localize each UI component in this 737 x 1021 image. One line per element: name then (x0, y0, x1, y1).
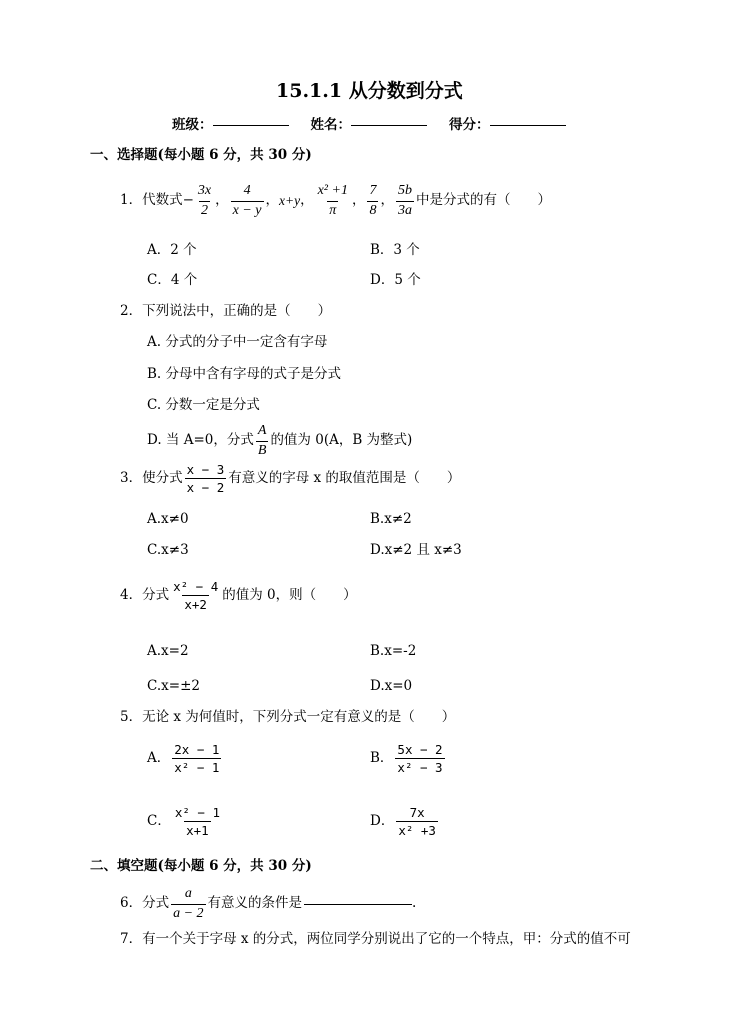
q4-fraction (171, 580, 220, 611)
name-label: 姓名： (310, 117, 351, 133)
q5-c-label: C． (147, 812, 171, 829)
q1-fraction-3 (316, 184, 350, 218)
q6-denominator: a − 2 (173, 905, 204, 921)
q6-fraction (171, 887, 205, 921)
q5-c-denominator: x+1 (186, 823, 209, 839)
q5-a-numerator: 2x − 1 (174, 742, 220, 757)
q1-sep: ， (265, 192, 279, 209)
q1-f5-denominator: 3a (397, 202, 412, 218)
q3-suffix: 有意义的字母 x 的取值范围是（ ） (228, 469, 461, 486)
q1-prefix: 1．代数式 (120, 192, 183, 209)
page-title: 15.1.1 从分数到分式 (276, 80, 463, 102)
q5-option-b[interactable] (370, 743, 447, 774)
q1-option-d[interactable]: D．5 个 (370, 272, 421, 288)
q5-b-fraction (395, 743, 444, 774)
score-label: 得分： (449, 117, 490, 133)
q5-c-numerator: x² − 1 (174, 805, 220, 820)
q1-neg-sign: − (182, 192, 194, 209)
q5-b-denominator: x² − 3 (397, 760, 443, 776)
q2-option-c[interactable]: C. 分数一定是分式 (147, 397, 260, 413)
q3-option-a[interactable]: A.x≠0 (147, 511, 189, 527)
q1-fraction-1 (196, 184, 213, 218)
q1-term: x+y (279, 193, 301, 209)
name-blank[interactable] (351, 125, 427, 126)
q6-end: . (412, 895, 417, 912)
q1-sep: ， (300, 192, 314, 209)
q6-suffix: 有意义的条件是 (207, 895, 303, 912)
q4-option-c[interactable]: C.x=±2 (147, 678, 200, 694)
q1-fraction-4 (367, 184, 378, 218)
q2-d-fraction (256, 424, 269, 458)
q2-d-denominator: B (257, 442, 267, 458)
q3-option-b[interactable]: B.x≠2 (370, 511, 412, 527)
q2-d-numerator: A (257, 423, 267, 438)
q4-denominator: x+2 (184, 597, 207, 613)
q5-c-fraction (173, 806, 222, 837)
q5-a-label: A． (147, 749, 171, 766)
q2-option-b[interactable]: B. 分母中含有字母的式子是分式 (147, 366, 342, 382)
q5-d-fraction (396, 806, 438, 837)
q1-sep: ， (380, 192, 394, 209)
question-6 (120, 887, 416, 921)
score-blank[interactable] (490, 125, 566, 126)
class-label: 班级： (172, 117, 213, 133)
q5-a-fraction (172, 743, 221, 774)
q1-fraction-5 (396, 184, 414, 218)
q1-f1-numerator: 3x (197, 183, 212, 198)
q4-option-a[interactable]: A.x=2 (147, 643, 189, 659)
q5-option-d[interactable] (370, 806, 440, 837)
q1-f5-numerator: 5b (397, 183, 412, 198)
q5-d-denominator: x² +3 (398, 823, 436, 839)
q1-sep: ， (215, 192, 229, 209)
question-4 (120, 580, 357, 611)
q3-fraction (185, 463, 227, 494)
q1-option-c[interactable]: C．4 个 (147, 272, 198, 288)
q4-prefix: 4．分式 (120, 586, 170, 603)
q5-d-numerator: 7x (409, 805, 425, 820)
q1-f4-numerator: 7 (369, 183, 377, 198)
q1-option-a[interactable]: A．2 个 (147, 242, 197, 258)
q1-f1-denominator: 2 (201, 202, 209, 218)
q3-option-c[interactable]: C.x≠3 (147, 542, 189, 558)
class-blank[interactable] (213, 125, 289, 126)
section-heading-fill: 二、填空题(每小题 6 分，共 30 分) (90, 858, 312, 874)
q5-a-denominator: x² − 1 (174, 760, 220, 776)
student-info-line (172, 119, 566, 133)
q5-option-c[interactable] (147, 806, 224, 837)
q6-answer-blank[interactable] (304, 904, 412, 905)
q3-prefix: 3．使分式 (120, 469, 183, 486)
q3-option-d[interactable]: D.x≠2 且 x≠3 (370, 542, 462, 558)
question-3 (120, 463, 460, 494)
q1-f2-numerator: 4 (243, 183, 251, 198)
q1-f3-numerator: x² +1 (317, 183, 348, 198)
q5-b-label: B． (370, 749, 394, 766)
question-2: 2．下列说法中，正确的是（ ） (120, 303, 332, 319)
q4-numerator: x² − 4 (173, 579, 219, 594)
q4-option-b[interactable]: B.x=-2 (370, 643, 417, 659)
q5-b-numerator: 5x − 2 (397, 742, 443, 757)
q1-option-b[interactable]: B．3 个 (370, 242, 420, 258)
question-5: 5．无论 x 为何值时，下列分式一定有意义的是（ ） (120, 709, 456, 725)
q6-prefix: 6．分式 (120, 895, 170, 912)
question-7: 7．有一个关于字母 x 的分式，两位同学分别说出了它的一个特点，甲：分式的值不可 (120, 931, 631, 947)
q4-option-d[interactable]: D.x=0 (370, 678, 413, 694)
q1-fraction-2 (231, 184, 264, 218)
q1-f3-denominator: π (329, 202, 337, 218)
question-1 (120, 184, 551, 218)
q1-f4-denominator: 8 (369, 202, 377, 218)
q2-option-a[interactable]: A. 分式的分子中一定含有字母 (147, 334, 328, 350)
q3-denominator: x − 2 (186, 480, 225, 496)
q5-d-label: D． (370, 812, 395, 829)
q3-numerator: x − 3 (186, 462, 225, 477)
q5-option-a[interactable] (147, 743, 223, 774)
q1-suffix: 中是分式的有（ ） (415, 192, 551, 209)
q2-option-d[interactable] (147, 424, 412, 458)
section-heading-choice: 一、选择题(每小题 6 分，共 30 分) (90, 147, 312, 163)
q1-sep: ， (351, 192, 366, 209)
q2-d-suffix: 的值为 0(A，B 为整式) (270, 432, 413, 449)
q6-numerator: a (184, 886, 192, 901)
q1-f2-denominator: x − y (232, 202, 262, 218)
q4-suffix: 的值为 0，则（ ） (222, 586, 357, 603)
q2-d-prefix: D. 当 A=0，分式 (147, 432, 254, 449)
